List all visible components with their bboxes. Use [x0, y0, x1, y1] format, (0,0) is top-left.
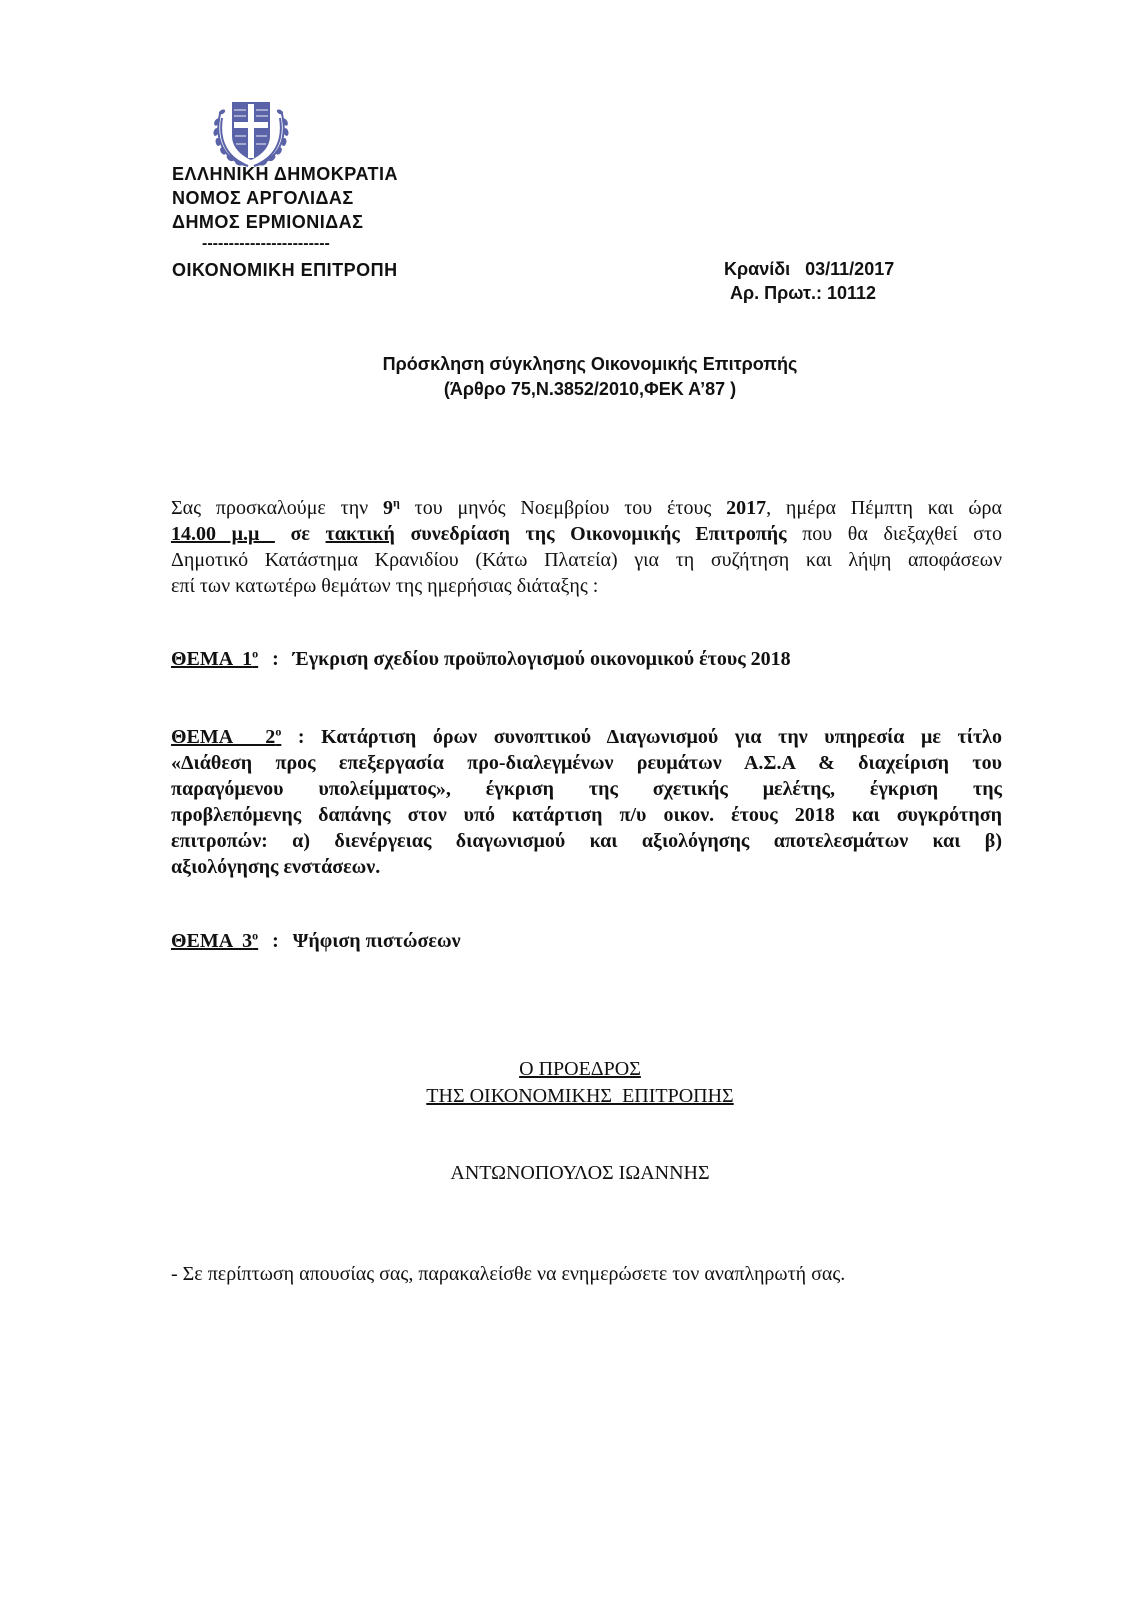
intro-paragraph: [171, 495, 1002, 599]
meeting-time: 14.00 μ.μ: [171, 523, 275, 545]
document-legal-basis: (Άρθρο 75,Ν.3852/2010,ΦΕΚ Α’87 ): [443, 379, 737, 399]
topic-label-sup: ο: [252, 646, 259, 661]
intro-text: σε: [274, 523, 326, 545]
meeting-type: τακτική: [325, 523, 395, 545]
topic-1: [171, 648, 791, 671]
topic-2-line-5: επιτροπών: α) διενέργειας διαγωνισμού και αξιολόγησης αποτελεσμάτων και β): [171, 830, 1002, 852]
meeting-year: 2017: [726, 497, 767, 519]
topic-label: [171, 930, 258, 952]
signature-role-line-2: [0, 1085, 1130, 1108]
topic-text: Κατάρτιση όρων συνοπτικού Διαγωνισμού για την υπηρεσία με τίτλο: [321, 726, 1002, 748]
document-title: Πρόσκληση σύγκλησης Οικονομικής Επιτροπής: [382, 354, 798, 374]
topic-text: Έγκριση σχεδίου προϋπολογισμού οικονομικού έτους 2018: [292, 648, 791, 670]
topic-label-text: ΘΕΜΑ 1: [171, 648, 253, 670]
topic-2: [171, 724, 1002, 880]
signature-role: Ο ΠΡΟΕΔΡΟΣ: [519, 1058, 641, 1080]
header-republic: ΕΛΛΗΝΙΚΗ ΔΗΜΟΚΡΑΤΙΑ: [172, 164, 398, 184]
topic-label-sup: ο: [252, 928, 259, 943]
intro-text: Σας προσκαλούμε την: [171, 497, 384, 519]
greek-coat-of-arms-icon: [208, 92, 294, 172]
header-municipality: ΔΗΜΟΣ ΕΡΜΙΟΝΙΔΑΣ: [172, 212, 364, 232]
intro-text: του μηνός Νοεμβρίου του έτους: [399, 497, 727, 519]
topic-2-line-1: [171, 724, 1002, 750]
meeting-day: 9: [383, 497, 394, 519]
topic-colon: :: [272, 648, 279, 670]
topic-2-line-6: αξιολόγησης ενστάσεων.: [171, 856, 381, 878]
topic-label: [171, 648, 258, 670]
topic-label: [171, 726, 281, 748]
intro-text: , ημέρα Πέμπτη και ώρα: [766, 497, 1002, 519]
intro-line-4: επί των κατωτέρω θεμάτων της ημερήσιας διάταξης :: [171, 575, 599, 597]
topic-label-text: ΘΕΜΑ 3: [171, 930, 253, 952]
header-divider: ------------------------: [202, 235, 330, 252]
topic-label-text: ΘΕΜΑ 2: [171, 726, 276, 748]
absence-note: - Σε περίπτωση απουσίας σας, παρακαλείσθε να ενημερώσετε τον αναπληρωτή σας.: [171, 1263, 846, 1285]
header-committee: ΟΙΚΟΝΟΜΙΚΗ ΕΠΙΤΡΟΠΗ: [172, 260, 398, 280]
signature-role-line-1: [0, 1058, 1130, 1081]
intro-line-1: [171, 495, 1002, 521]
topic-colon: :: [297, 726, 305, 748]
header-prefecture: ΝΟΜΟΣ ΑΡΓΟΛΙΔΑΣ: [172, 188, 354, 208]
meeting-day-suffix: η: [393, 495, 400, 510]
topic-label-sup: ο: [275, 724, 282, 739]
topic-2-line-3: παραγόμενου υπολείμματος», έγκριση της σχετικής μελέτης, έγκριση της: [171, 778, 1002, 800]
intro-line-3: Δημοτικό Κατάστημα Κρανιδίου (Κάτω Πλατεία) για τη συζήτηση και λήψη αποφάσεων: [171, 549, 1002, 571]
topic-2-line-4: προβλεπόμενης δαπάνης στον υπό κατάρτιση π/υ οικον. έτους 2018 και συγκρότηση: [171, 804, 1002, 826]
signature-name: ΑΝΤΩΝΟΠΟΥΛΟΣ ΙΩΑΝΝΗΣ: [450, 1162, 710, 1184]
topic-2-line-2: «Διάθεση προς επεξεργασία προ-διαλεγμένων ρευμάτων Α.Σ.Α & διαχείριση του: [171, 752, 1002, 774]
topic-colon: :: [272, 930, 279, 952]
signature-committee: ΤΗΣ ΟΙΚΟΝΟΜΙΚΗΣ ΕΠΙΤΡΟΠΗΣ: [426, 1085, 734, 1107]
protocol-number: Αρ. Πρωτ.: 10112: [730, 283, 877, 303]
intro-line-2: [171, 521, 1002, 547]
topic-text: Ψήφιση πιστώσεων: [292, 930, 461, 952]
place-date: Κρανίδι 03/11/2017: [724, 259, 895, 279]
topic-3: [171, 930, 461, 953]
intro-text: που θα διεξαχθεί στο: [786, 523, 1002, 545]
intro-text: συνεδρίαση της Οικονομικής Επιτροπής: [394, 523, 787, 545]
